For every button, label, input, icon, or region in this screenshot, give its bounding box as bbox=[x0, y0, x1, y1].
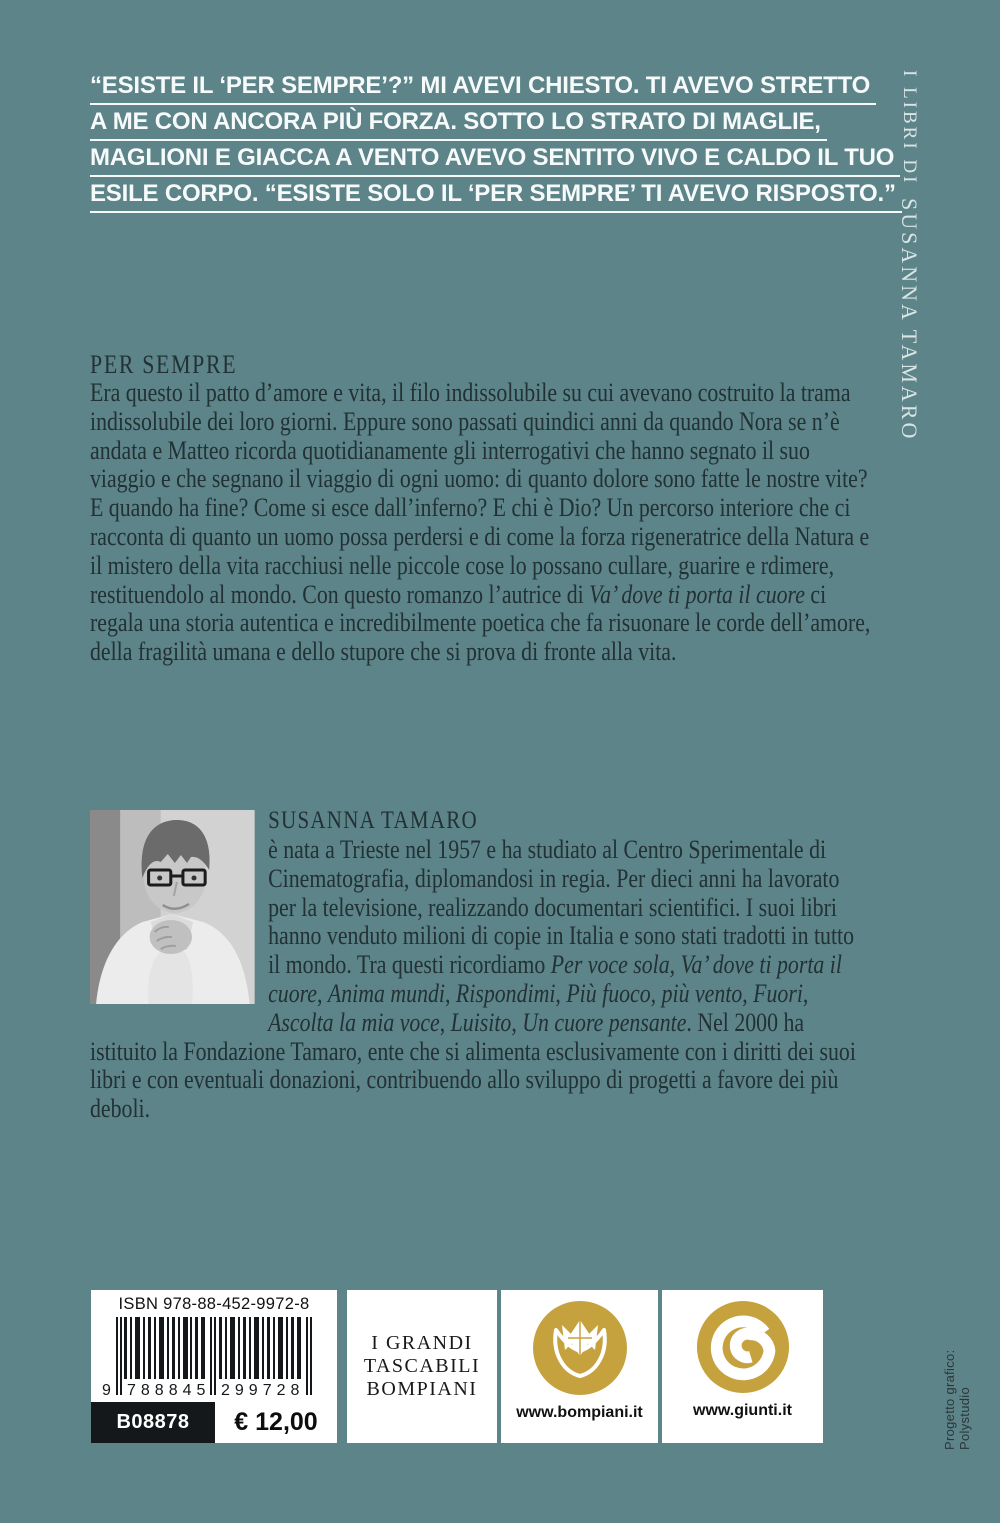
synopsis-text: Era questo il patto d’amore e vita, il filo indissolubile su cui avevano costruito la trama indissolubile dei loro giorni. Eppure sono passati quindici anni da quando Nora se n’è andata e Matteo ricorda quotidianamente gli interrogativi che hanno segnato il suo viaggio e che segnano il viaggio di ogni uomo: di quanto dolore sono fatte le nostre vite? E quando ha fine? Come si esce dall’inferno? E chi è Dio? Un percorso interiore che ci racconta di quanto un uomo possa perdersi e di come la forza rigeneratrice della Natura e il mistero della vita racchiusi nelle piccole cose lo possano cullare, guarire e rdimere, restituendolo al mondo. Con questo romanzo l’autrice di Va’ dove ti porta il cuore ci regala una storia autentica e incredibilmente poetica che fa risuonare le corde dell’amore, della fragilità umana e dello stupore che si prova di fronte alla vita. bbox=[90, 378, 871, 667]
price: € 12,00 bbox=[215, 1402, 337, 1443]
giunti-panel bbox=[662, 1290, 823, 1443]
book-title: PER SEMPRE bbox=[90, 350, 238, 379]
spine-series-label bbox=[896, 70, 922, 510]
cover-quote bbox=[90, 72, 896, 216]
quote-line: A ME CON ANCORA PIÙ FORZA. SOTTO LO STRATO DI MAGLIE, bbox=[90, 108, 890, 144]
author-portrait-drawing bbox=[90, 810, 255, 1004]
collection-panel bbox=[347, 1290, 497, 1443]
design-credits: Progetto grafico: Polystudio bbox=[942, 1349, 972, 1450]
svg-text:299728: 299728 bbox=[221, 1382, 305, 1399]
bompiani-url: www.bompiani.it bbox=[516, 1404, 643, 1421]
quote-line: ESILE CORPO. “ESISTE SOLO IL ‘PER SEMPRE’ TI AVEVO RISPOSTO.” bbox=[90, 180, 890, 216]
author-bio-section bbox=[90, 806, 871, 1124]
bompiani-flower-icon bbox=[530, 1298, 630, 1398]
quote-line: MAGLIONI E GIACCA A VENTO AVEVO SENTITO VIVO E CALDO IL TUO bbox=[90, 144, 890, 180]
isbn-label: ISBN 978-88-452-9972-8 bbox=[118, 1295, 310, 1313]
spine-author-name: SUSANNA TAMARO bbox=[897, 198, 922, 442]
svg-text:9: 9 bbox=[102, 1382, 111, 1399]
svg-text:788845: 788845 bbox=[127, 1382, 211, 1399]
collection-line: I GRANDI bbox=[371, 1332, 473, 1354]
author-name: SUSANNA TAMARO bbox=[268, 807, 478, 834]
isbn-barcode-panel bbox=[91, 1290, 337, 1443]
author-photo bbox=[90, 810, 255, 1004]
publisher-code: B08878 bbox=[91, 1402, 215, 1443]
giunti-swirl-icon bbox=[694, 1298, 792, 1396]
giunti-url: www.giunti.it bbox=[693, 1402, 792, 1419]
synopsis-section bbox=[90, 350, 871, 667]
quote-line: “ESISTE IL ‘PER SEMPRE’?” MI AVEVI CHIESTO. TI AVEVO STRETTO bbox=[90, 72, 890, 108]
collection-line: BOMPIANI bbox=[366, 1378, 478, 1400]
ean-barcode bbox=[102, 1317, 326, 1407]
collection-line: TASCABILI bbox=[363, 1355, 481, 1377]
bompiani-panel bbox=[501, 1290, 658, 1443]
author-bio-text: è nata a Trieste nel 1957 e ha studiato al Centro Sperimentale di Cinematografia, diplomandosi in regia. Per dieci anni ha lavorato per la televisione, realizzando documentari scientifici. I suoi libri hanno venduto milioni di copie in Italia e sono stati tradotti in tutto il mondo. Tra questi ricordiamo Per voce sola, Va’ dove ti porta il cuore, Anima mundi, Rispondimi, Più fuoco, più vento, Fuori, Ascolta la mia voce, Luisito, Un cuore pensante. Nel 2000 ha istituito la Fondazione Tamaro, ente che si alimenta esclusivamente con i diritti dei suoi libri e con eventuali donazioni, contribuendo allo sviluppo di progetti a favore dei più deboli. bbox=[90, 835, 856, 1124]
spine-series-prefix: I LIBRI DI bbox=[899, 70, 920, 186]
code-price-row bbox=[91, 1402, 337, 1443]
